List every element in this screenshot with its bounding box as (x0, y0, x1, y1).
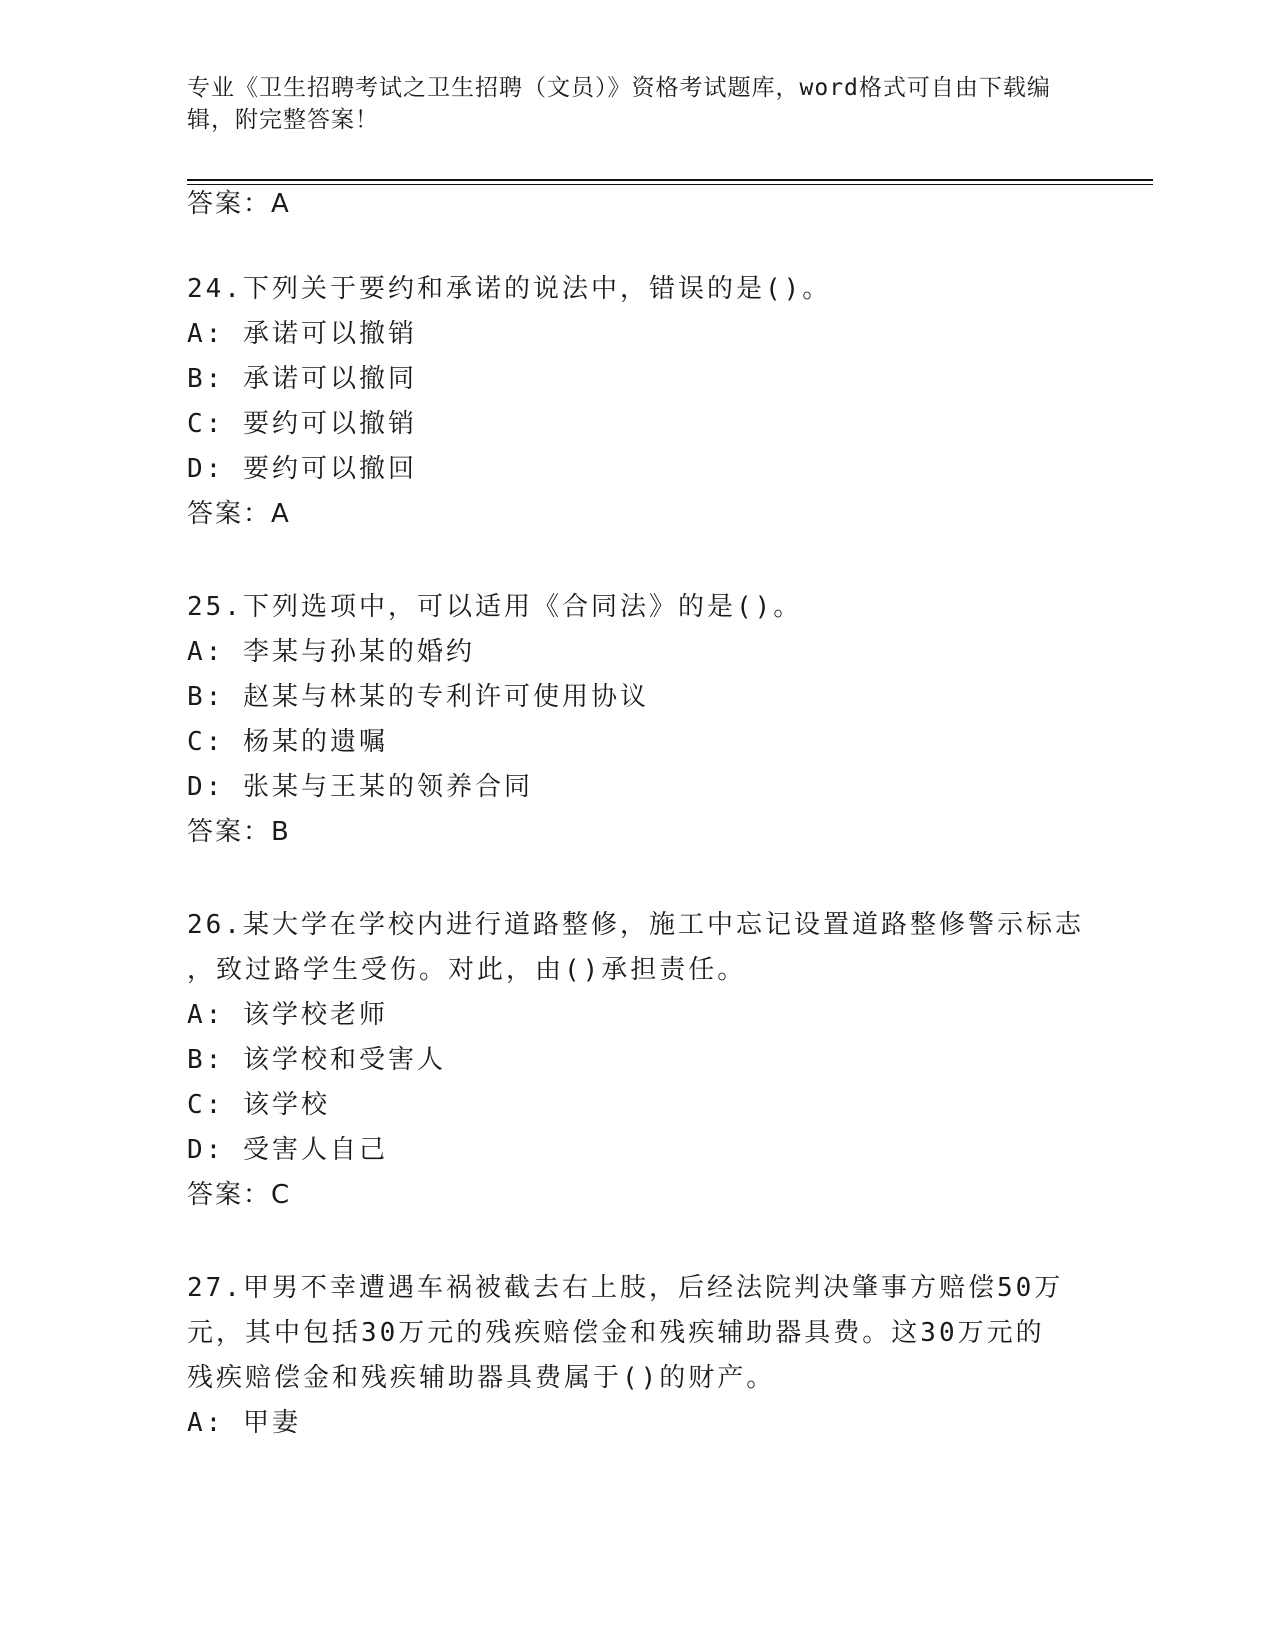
document-header: 专业《卫生招聘考试之卫生招聘（文员）》资格考试题库，word格式可自由下载编辑，附完整答案！ (187, 75, 1051, 133)
option-c: C: 要约可以撤销 (187, 409, 417, 439)
question-stem: 26.某大学在学校内进行道路整修，施工中忘记设置道路整修警示标志 (187, 910, 1084, 940)
option-a: A: 该学校老师 (187, 1000, 388, 1030)
option-c: C: 该学校 (187, 1090, 330, 1120)
option-b: B: 赵某与林某的专利许可使用协议 (187, 682, 649, 712)
header-divider-thin (187, 184, 1153, 185)
answer-line: 答案：B (187, 817, 291, 847)
question-stem-continued: ，致过路学生受伤。对此，由()承担责任。 (187, 955, 747, 985)
option-a: A: 李某与孙某的婚约 (187, 637, 475, 667)
answer-line: 答案：A (187, 499, 291, 529)
answer-line: 答案：C (187, 1180, 292, 1210)
option-c: C: 杨某的遗嘱 (187, 727, 388, 757)
answer-line: 答案：A (187, 189, 291, 219)
question-stem: 25.下列选项中，可以适用《合同法》的是()。 (187, 592, 803, 622)
option-a: A: 承诺可以撤销 (187, 319, 417, 349)
option-d: D: 受害人自己 (187, 1135, 388, 1165)
question-stem-continued: 元，其中包括30万元的残疾赔偿金和残疾辅助器具费。这30万元的 (187, 1318, 1045, 1348)
option-b: B: 承诺可以撤同 (187, 364, 417, 394)
question-stem: 24.下列关于要约和承诺的说法中，错误的是()。 (187, 274, 832, 304)
header-divider-thick (187, 179, 1153, 181)
option-d: D: 张某与王某的领养合同 (187, 772, 533, 802)
question-stem: 27.甲男不幸遭遇车祸被截去右上肢，后经法院判决肇事方赔偿50万 (187, 1273, 1064, 1303)
option-d: D: 要约可以撤回 (187, 454, 417, 484)
option-a: A: 甲妻 (187, 1408, 301, 1438)
option-b: B: 该学校和受害人 (187, 1045, 446, 1075)
question-stem-continued: 残疾赔偿金和残疾辅助器具费属于()的财产。 (187, 1363, 776, 1393)
